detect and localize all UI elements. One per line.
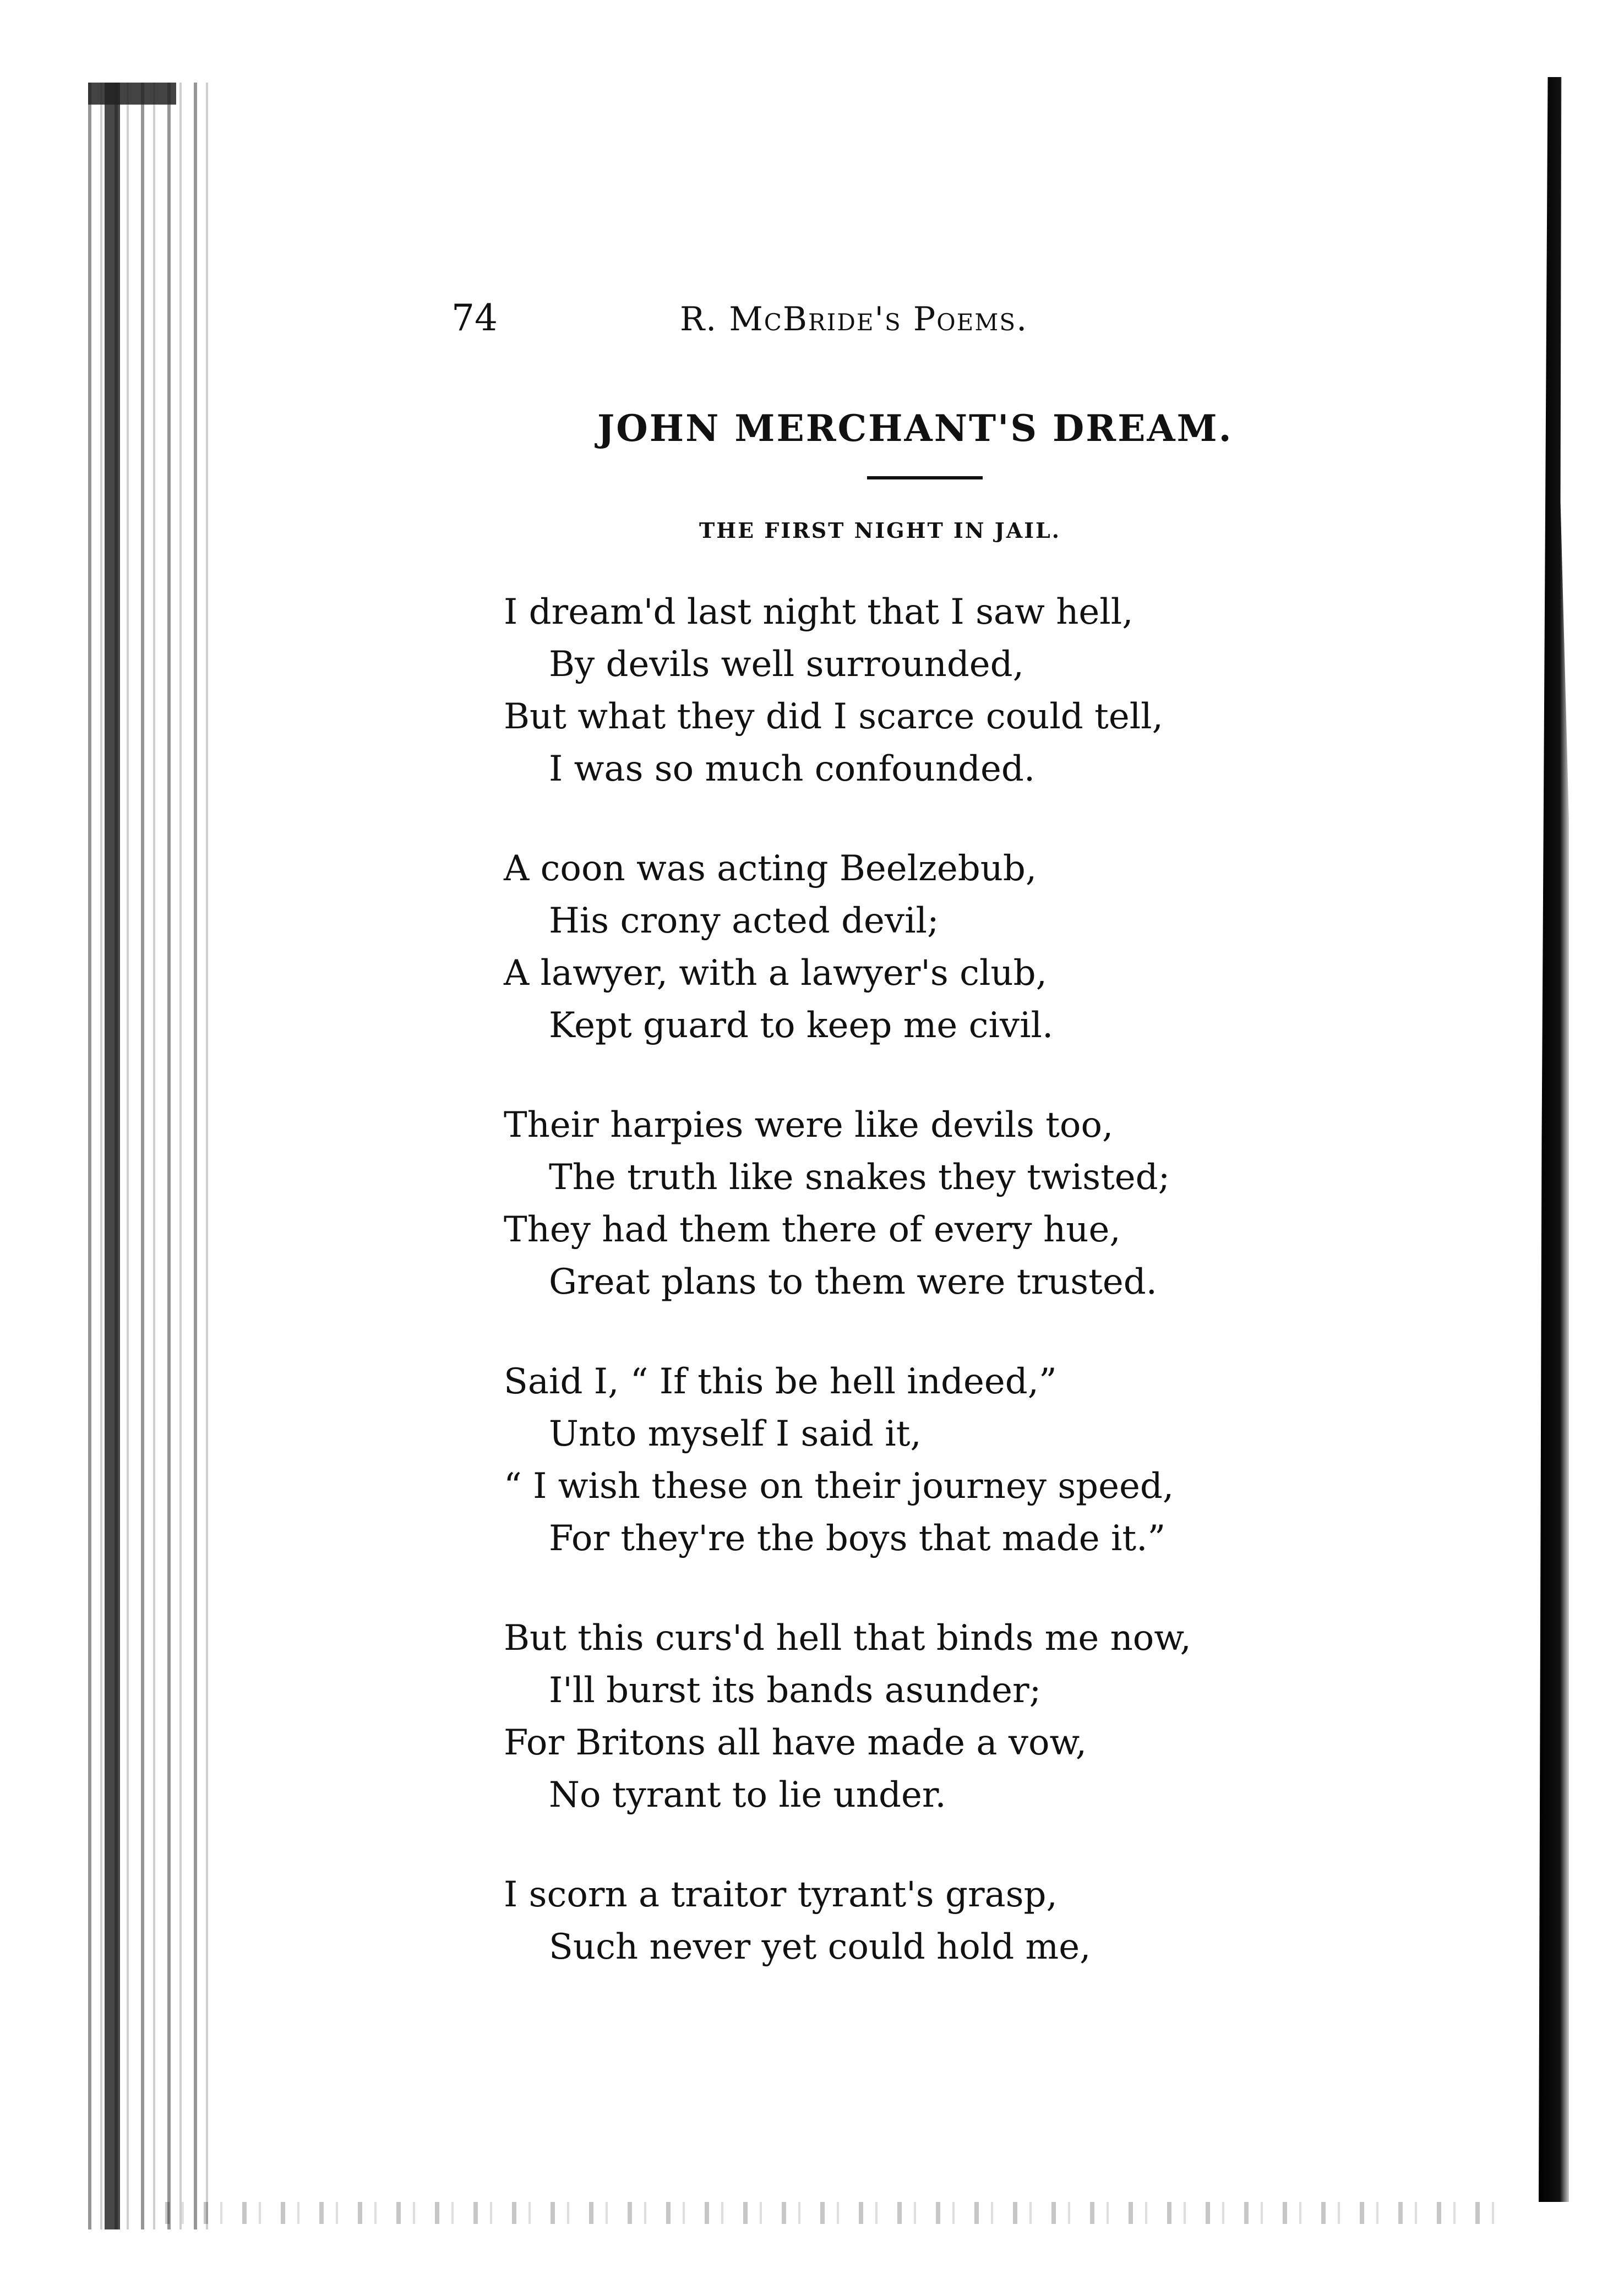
stanza xyxy=(504,1612,1385,1822)
stanza xyxy=(504,1099,1385,1308)
poem-line: I'll burst its bands asunder; xyxy=(549,1670,1042,1711)
poem-line: But this curs'd hell that binds me now, xyxy=(504,1618,1191,1659)
scan-edge-right xyxy=(1539,77,1569,2202)
poem-line: Great plans to them were trusted. xyxy=(549,1262,1157,1302)
poem-line: His crony acted devil; xyxy=(549,901,939,941)
poem-line: But what they did I scarce could tell, xyxy=(504,696,1163,737)
poem-line: For they're the boys that made it.” xyxy=(549,1518,1166,1559)
poem-line: I scorn a traitor tyrant's grasp, xyxy=(504,1874,1058,1915)
poem-line: Such never yet could hold me, xyxy=(549,1927,1091,1967)
stanza xyxy=(504,586,1385,795)
poem-line: By devils well surrounded, xyxy=(549,644,1024,685)
stanza xyxy=(504,1869,1385,1973)
poem-title: JOHN MERCHANT'S DREAM. xyxy=(597,407,1233,450)
poem-line: The truth like snakes they twisted; xyxy=(549,1157,1170,1198)
stanza xyxy=(504,843,1385,1052)
poem-subtitle: THE FIRST NIGHT IN JAIL. xyxy=(699,518,1061,543)
title-rule xyxy=(867,476,983,479)
stanza xyxy=(504,1356,1385,1565)
poem-line: Said I, “ If this be hell indeed,” xyxy=(504,1361,1057,1402)
poem-line: No tyrant to lie under. xyxy=(549,1775,946,1815)
scan-edge-left-bar xyxy=(105,83,120,2229)
scan-bottom-noise xyxy=(165,2202,1514,2224)
poem-body xyxy=(504,586,1385,2021)
page-number: 74 xyxy=(451,297,498,339)
poem-line: A lawyer, with a lawyer's club, xyxy=(504,953,1047,994)
scan-edge-left-top xyxy=(88,83,176,105)
poem-line: They had them there of every hue, xyxy=(504,1209,1121,1250)
poem-line: A coon was acting Beelzebub, xyxy=(504,848,1037,889)
poem-line: Their harpies were like devils too, xyxy=(504,1105,1114,1146)
poem-line: “ I wish these on their journey speed, xyxy=(504,1466,1174,1507)
poem-line: For Britons all have made a vow, xyxy=(504,1722,1087,1763)
poem-line: Kept guard to keep me civil. xyxy=(549,1005,1054,1046)
poem-line: Unto myself I said it, xyxy=(549,1414,922,1454)
running-title: R. McBride's Poems. xyxy=(680,300,1028,339)
poem-line: I dream'd last night that I saw hell, xyxy=(504,592,1133,633)
poem-line: I was so much confounded. xyxy=(549,749,1036,789)
